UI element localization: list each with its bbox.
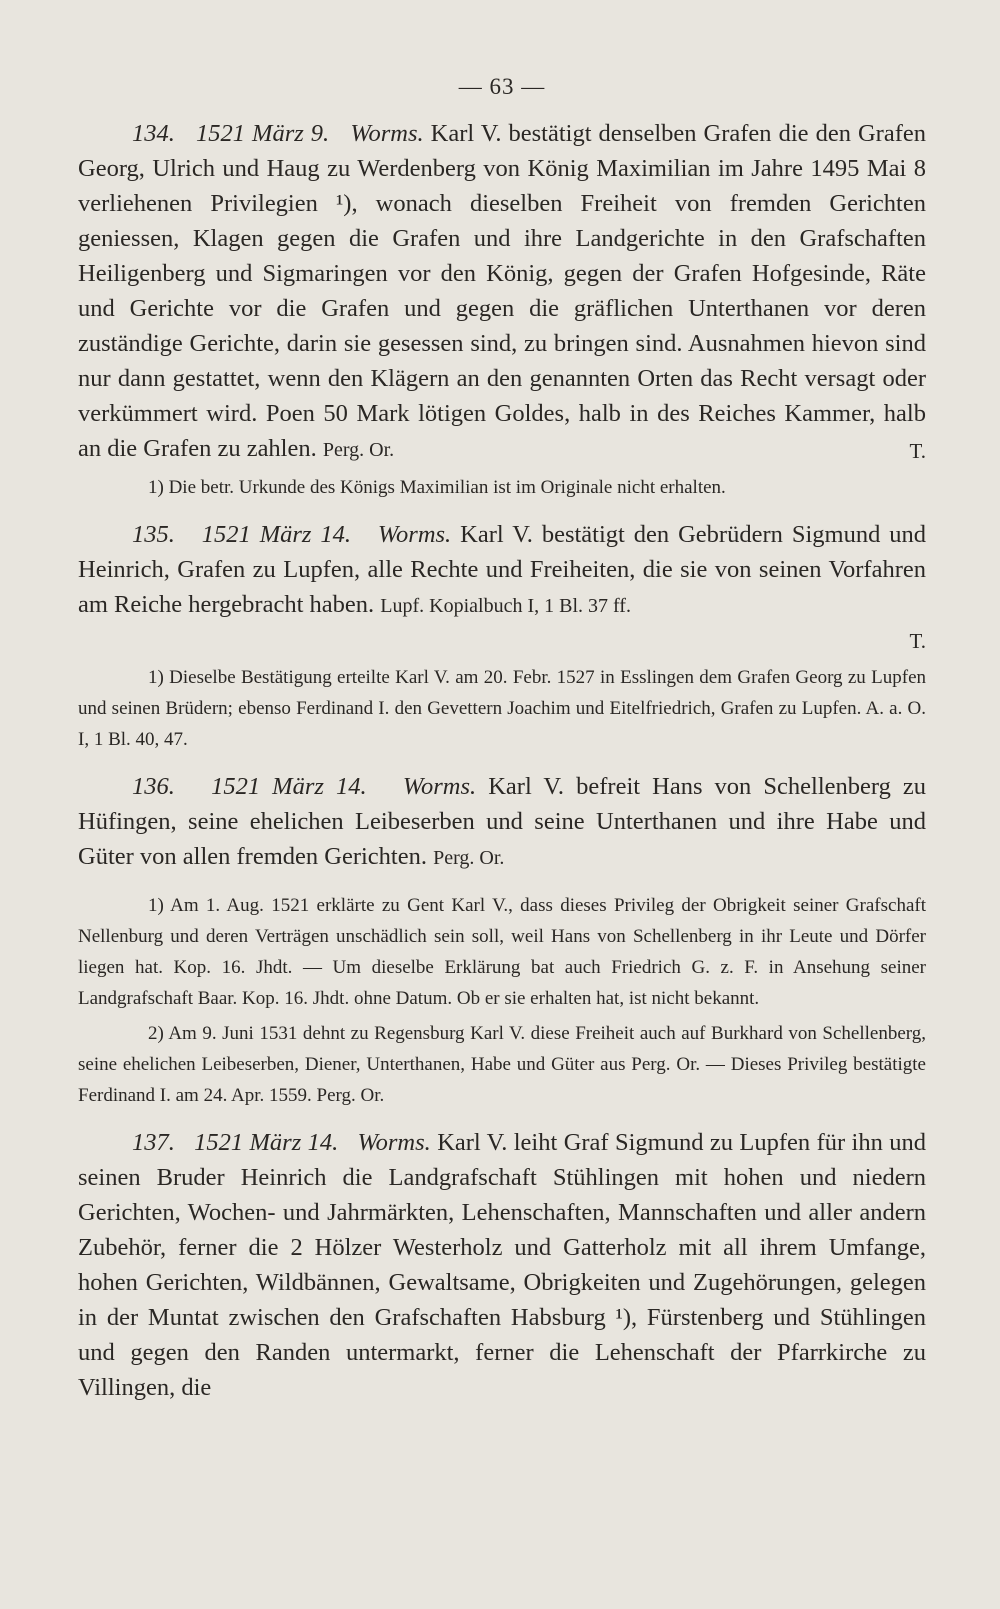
entry-text: Karl V. leiht Graf Sigmund zu Lupfen für ihn und seinen Bruder Heinrich die Landgrafschaft Stühlingen mit hohen und niedern Gerichten, Wochen- und Jahrmärkten, Lehenschaften, Mannschaften und aller andern Zubehör, ferner die 2 Hölzer Westerholz und Gatterholz mit all ihrem Umfange, hohen Gerichten, Wildbännen, Gewaltsame, Obrigkeiten und Zugehörungen, gelegen in der Muntat zwischen den Grafschaften Habsburg ¹), Fürstenberg und Stühlingen und gegen den Randen untermarkt, ferner die Lehenschaft der Pfarrkirche zu Villingen, die [78,1129,927,1401]
entry-number: 136. [132,773,175,800]
entry-sign: T. [909,629,926,653]
entry-source: Lupf. Kopialbuch I, 1 Bl. 37 ff. [380,595,631,617]
entry-date: 1521 März 14. [194,1129,339,1156]
entry-136 [78,769,926,876]
footnote: 1) Die betr. Urkunde des Königs Maximilian ist im Originale nicht erhalten. [148,477,726,498]
entry-place: Worms. [350,120,424,147]
page-number: — 63 — [458,74,546,99]
entry-137 [78,1125,926,1405]
footnote: 1) Dieselbe Bestätigung erteilte Karl V. am 20. Febr. 1527 in Esslingen dem Grafen Georg zu Lupfen und seinen Brüdern; ebenso Ferdinand I. den Gevettern Joachim und Eitelfriedrich, Grafen zu Lupfen. A. a. O. I, 1 Bl. 40, 47. [78,667,926,750]
entry-sign: T. [909,439,926,463]
entry-number: 135. [132,521,175,548]
entry-source: Perg. Or. [322,439,395,461]
entry-text: Karl V. bestätigt den Gebrüdern Sigmund und Heinrich, Grafen zu Lupfen, alle Rechte und Freiheiten, die sie von seinen Vorfahren am Reiche hergebracht haben. [78,521,927,618]
entry-date: 1521 März 14. [201,521,352,548]
entry-place: Worms. [377,521,452,548]
entry-number: 134. [132,120,175,147]
entry-134 [78,116,926,468]
entry-place: Worms. [357,1129,431,1156]
footnote: 1) Am 1. Aug. 1521 erklärte zu Gent Karl V., dass dieses Privileg der Obrigkeit seiner Grafschaft Nellenburg und deren Verträgen unschädlich sein soll, weil Hans von Schellenberg in ihr Leute und Dörfer liegen hat. Kop. 16. Jhdt. — Um dieselbe Erklärung bat auch Friedrich G. z. F. in Ansehung seiner Landgrafschaft Baar. Kop. 16. Jhdt. ohne Datum. Ob er sie erhalten hat, ist nicht bekannt. [78,895,926,1009]
footnote: 2) Am 9. Juni 1531 dehnt zu Regensburg Karl V. diese Freiheit auch auf Burkhard von Schellenberg, seine ehelichen Leibeserben, Diener, Unterthanen, Habe und Güter aus Perg. Or. — Dieses Privileg bestätigte Ferdinand I. am 24. Apr. 1559. Perg. Or. [78,1023,926,1106]
entry-date: 1521 März 9. [196,120,330,147]
entry-place: Worms. [402,773,477,800]
entry-date: 1521 März 14. [211,773,367,800]
entry-text: Karl V. bestätigt denselben Grafen die den Grafen Georg, Ulrich und Haug zu Werdenberg von König Maximilian im Jahre 1495 Mai 8 verliehenen Privilegien ¹), wonach dieselben Freiheit von fremden Gerichten geniessen, Klagen gegen die Grafen und ihre Landgerichte in den Grafschaften Heiligenberg und Sigmaringen vor den König, gegen der Grafen Hofgesinde, Räte und Gerichte vor die Grafen und gegen die gräflichen Unterthanen vor deren zuständige Gerichte, darin sie gesessen sind, zu bringen sind. Ausnahmen hievon sind nur dann gestattet, wenn den Klägern an den genannten Orten das Recht versagt oder verkümmert wird. Poen 50 Mark lötigen Goldes, halb in des Reiches Kammer, halb an die Grafen zu zahlen. [78,120,926,462]
entry-source: Perg. Or. [433,847,505,869]
entry-135 [78,517,926,624]
entry-number: 137. [132,1129,175,1156]
entry-text: Karl V. befreit Hans von Schellenberg zu Hüfingen, seine ehelichen Leibeserben und seine Unterthanen und ihre Habe und Güter von allen fremden Gerichten. [78,773,927,870]
